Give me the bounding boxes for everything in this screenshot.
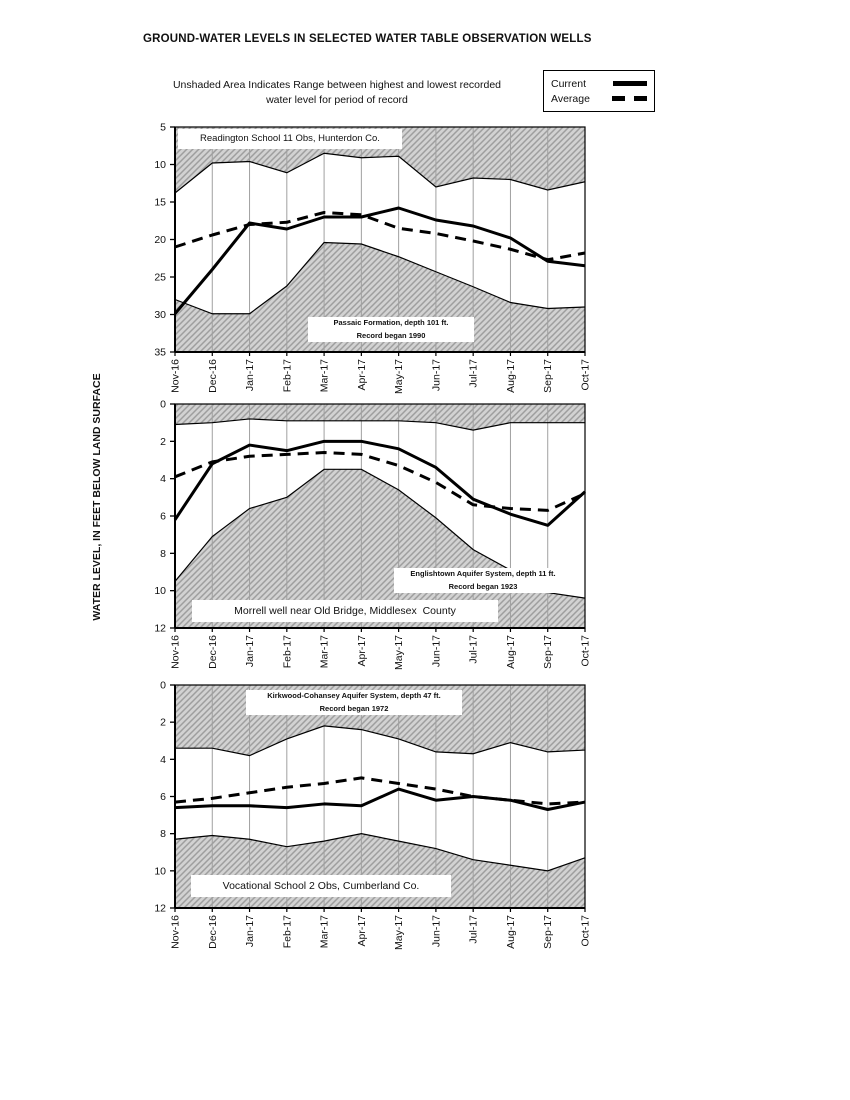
y-tick-label: 35: [154, 346, 166, 359]
y-tick-label: 8: [160, 828, 166, 841]
x-tick-label: Mar-17: [318, 915, 331, 949]
chart-1-station-name: Readington School 11 Obs, Hunterdon Co.: [178, 129, 402, 149]
y-axis-label: WATER LEVEL, IN FEET BELOW LAND SURFACE: [91, 373, 103, 621]
chart-3-current-line: [175, 789, 585, 809]
chart-3-aquifer-note-line2: Record began 1972: [319, 703, 389, 713]
chart-2: [154, 399, 591, 671]
chart-3-aquifer-note: [246, 690, 462, 715]
chart-2-aquifer-note-line2: Record began 1923: [448, 581, 518, 591]
x-tick-label: Oct-17: [579, 915, 592, 947]
chart-1: [154, 122, 591, 395]
x-tick-label: Dec-16: [206, 915, 219, 949]
x-tick-label: Sep-17: [542, 915, 555, 949]
x-tick-label: Jan-17: [244, 359, 257, 392]
current-line-sample: [613, 81, 647, 86]
y-tick-label: 4: [160, 473, 166, 486]
y-tick-label: 10: [154, 865, 166, 878]
y-tick-label: 25: [154, 271, 166, 284]
chart-2-upper-shaded-area: [175, 404, 585, 430]
x-tick-label: Mar-17: [318, 359, 331, 393]
legend-average-label: Average: [551, 92, 590, 105]
x-tick-label: Aug-17: [504, 915, 517, 949]
page-title: GROUND-WATER LEVELS IN SELECTED WATER TABLE OBSERVATION WELLS: [143, 33, 592, 45]
y-tick-label: 15: [154, 196, 166, 209]
y-tick-label: 10: [154, 585, 166, 598]
x-tick-label: Feb-17: [281, 915, 294, 949]
legend-row-average: [551, 93, 647, 105]
subtitle-line-2: water level for period of record: [266, 94, 408, 106]
x-tick-label: Dec-16: [206, 635, 219, 669]
x-tick-label: May-17: [393, 635, 406, 671]
x-tick-label: Aug-17: [504, 359, 517, 393]
x-tick-label: Jul-17: [467, 915, 480, 944]
y-tick-label: 6: [160, 510, 166, 523]
x-tick-label: Nov-16: [169, 359, 182, 393]
chart-3-aquifer-note-line1: Kirkwood-Cohansey Aquifer System, depth 47 ft.: [267, 691, 441, 700]
x-tick-label: Jan-17: [244, 915, 257, 948]
chart-1-aquifer-note-line2: Record began 1990: [356, 330, 426, 340]
y-tick-label: 5: [160, 121, 166, 134]
x-tick-label: Nov-16: [169, 915, 182, 949]
chart-3-average-line: [175, 778, 585, 804]
x-tick-label: Mar-17: [318, 635, 331, 669]
y-tick-label: 12: [154, 902, 166, 915]
chart-2-aquifer-note-line1: Englishtown Aquifer System, depth 11 ft.: [410, 569, 556, 578]
x-tick-label: Apr-17: [355, 915, 368, 947]
x-tick-label: Feb-17: [281, 359, 294, 393]
legend-row-current: [551, 78, 647, 90]
chart-1-aquifer-note-line1: Passaic Formation, depth 101 ft.: [333, 318, 449, 327]
y-tick-label: 6: [160, 791, 166, 803]
y-tick-label: 8: [160, 547, 166, 560]
y-tick-label: 20: [154, 234, 166, 246]
x-tick-label: Aug-17: [504, 635, 517, 669]
x-tick-label: Jul-17: [467, 635, 480, 664]
chart-3-station-name: Vocational School 2 Obs, Cumberland Co.: [191, 875, 451, 897]
x-tick-label: Jul-17: [467, 359, 480, 388]
y-tick-label: 2: [160, 716, 166, 729]
x-tick-label: Sep-17: [542, 635, 555, 669]
subtitle-line-1: Unshaded Area Indicates Range between highest and lowest recorded: [172, 79, 502, 91]
y-tick-label: 2: [160, 435, 166, 448]
average-line-sample: [612, 96, 647, 101]
y-tick-label: 10: [154, 159, 166, 171]
y-tick-label: 12: [154, 622, 166, 635]
chart-2-station-name: Morrell well near Old Bridge, Middlesex County: [192, 600, 498, 622]
figure-subtitle: [137, 78, 537, 108]
x-tick-label: Nov-16: [169, 635, 182, 669]
legend: [543, 70, 655, 112]
x-tick-label: Oct-17: [579, 359, 592, 391]
x-tick-label: Apr-17: [355, 359, 368, 391]
chart-1-aquifer-note: [308, 317, 474, 342]
legend-current-label: Current: [551, 77, 587, 90]
x-tick-label: Sep-17: [542, 359, 555, 393]
y-tick-label: 30: [154, 309, 166, 321]
chart-3: [154, 680, 591, 951]
x-tick-label: Jan-17: [244, 635, 257, 668]
x-tick-label: May-17: [393, 915, 406, 951]
y-tick-label: 0: [160, 679, 166, 692]
x-tick-label: May-17: [393, 359, 406, 395]
x-tick-label: Jun-17: [430, 915, 443, 948]
x-tick-label: Dec-16: [206, 359, 219, 393]
x-tick-label: Feb-17: [281, 635, 294, 669]
x-tick-label: Apr-17: [355, 635, 368, 667]
x-tick-label: Jun-17: [430, 635, 443, 668]
chart-2-aquifer-note: [394, 568, 572, 593]
y-tick-label: 0: [160, 398, 166, 411]
x-tick-label: Oct-17: [579, 635, 592, 667]
x-tick-label: Jun-17: [430, 359, 443, 392]
y-tick-label: 4: [160, 753, 166, 766]
